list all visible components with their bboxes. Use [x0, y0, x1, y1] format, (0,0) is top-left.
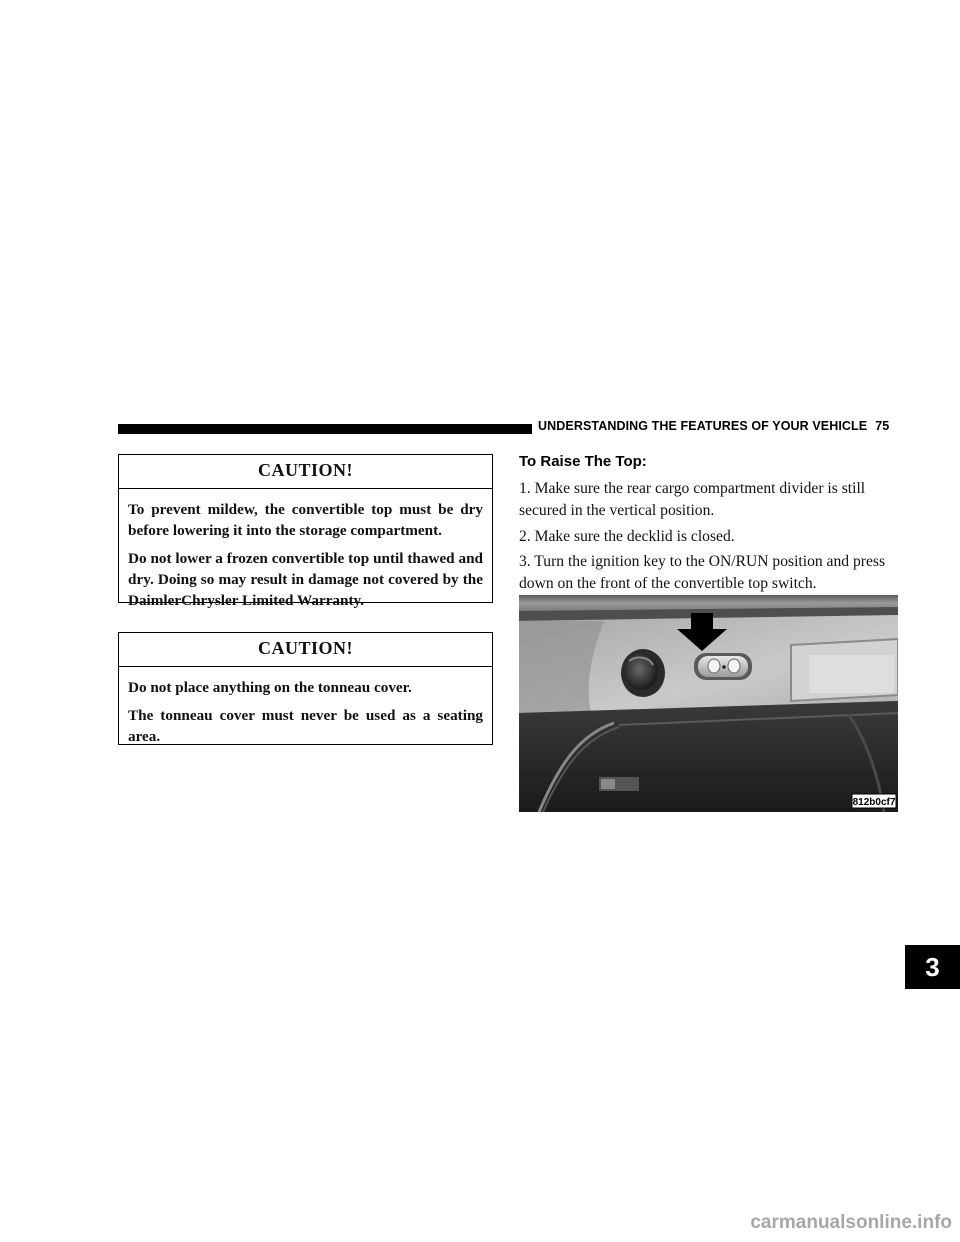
caution-paragraph: To prevent mildew, the convertible top must be dry before lowering it into the storage compartment.: [128, 501, 483, 539]
caution-paragraph: Do not lower a frozen convertible top until thawed and dry. Doing so may result in damage not covered by the DaimlerChrysler Limited Warranty.: [128, 550, 483, 609]
caution-paragraph: Do not place anything on the tonneau cover.: [128, 679, 412, 696]
header-title: UNDERSTANDING THE FEATURES OF YOUR VEHICLE: [538, 419, 868, 433]
section-heading: To Raise The Top:: [519, 453, 647, 470]
header-rule: [118, 424, 532, 434]
running-header: [538, 419, 898, 433]
chapter-tab: 3: [905, 945, 960, 989]
caution-box-mildew: [118, 454, 493, 609]
watermark: carmanualsonline.info: [750, 1212, 952, 1233]
page-number: 75: [875, 419, 890, 433]
step-3: 3. Turn the ignition key to the ON/RUN position and press down on the front of the convertible top switch.: [519, 553, 886, 592]
caution-title: CAUTION!: [119, 455, 492, 489]
caution-title: CAUTION!: [119, 633, 492, 667]
convertible-top-switch-photo: [519, 595, 898, 812]
caution-box-tonneau: [118, 632, 493, 745]
figure-label: 812b0cf7: [852, 797, 896, 808]
caution-paragraph: The tonneau cover must never be used as a seating area.: [128, 707, 483, 745]
step-1: 1. Make sure the rear cargo compartment divider is still secured in the vertical position.: [519, 480, 866, 519]
step-2: 2. Make sure the decklid is closed.: [519, 528, 735, 545]
